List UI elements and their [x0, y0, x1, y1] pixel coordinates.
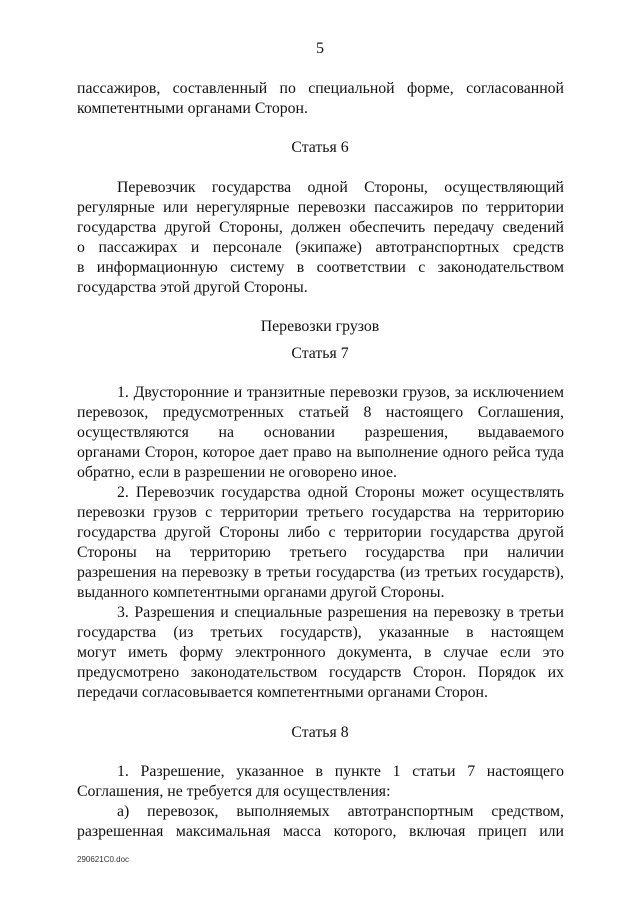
text-line: перевозок, предусмотренных статьей 8 настоящего Соглашения, [77, 404, 564, 421]
text-line: 3. Разрешения и специальные разрешения на перевозку в третьи [117, 604, 564, 621]
text-line: выданного компетентными органами другой Стороны. [77, 584, 445, 601]
article-7-heading: Статья 7 [291, 345, 349, 362]
text-line: в информационную систему в соответствии с законодательством [77, 259, 564, 276]
text-line: а) перевозок, выполняемых автотранспортным средством, [117, 803, 564, 820]
text-line: могут иметь форму электронного документа, в случае если это [77, 644, 564, 661]
text-line: 1. Разрешение, указанное в пункте 1 статьи 7 настоящего [117, 763, 564, 780]
text-line: компетентными органами Сторон. [77, 100, 308, 117]
text-line: разрешения на перевозку в третьи государства (из третьих государств), [77, 564, 564, 581]
text-line: регулярные или нерегулярные перевозки пассажиров по территории [77, 199, 564, 216]
article-8-heading: Статья 8 [291, 724, 349, 741]
article-6-heading: Статья 6 [291, 139, 349, 156]
text-line: государства (из третьих государств), указанные в настоящем [77, 624, 564, 641]
page-number: 5 [316, 40, 324, 57]
file-footer: 290621C0.doc [77, 855, 130, 864]
text-line: перевозки грузов с территории третьего государства на территорию [77, 504, 564, 521]
text-line: 1. Двусторонние и транзитные перевозки грузов, за исключением [117, 384, 564, 401]
text-line: обратно, если в разрешении не оговорено иное. [77, 464, 397, 481]
text-line: государства другой Стороны, должен обеспечить передачу сведений [77, 219, 564, 236]
text-line: о пассажирах и персонале (экипаже) автотранспортных средств [77, 239, 564, 256]
section-heading-cargo: Перевозки грузов [260, 318, 380, 335]
text-line: предусмотрено законодательством государств Сторон. Порядок их [77, 664, 564, 681]
text-line: пассажиров, составленный по специальной форме, согласованной [77, 80, 564, 97]
text-line: 2. Перевозчик государства одной Стороны может осуществлять [117, 484, 564, 501]
text-line: разрешенная максимальная масса которого, включая прицеп или [77, 823, 564, 840]
text-line: государства этой другой Стороны. [77, 279, 308, 296]
text-line: органами Сторон, которое дает право на выполнение одного рейса туда [77, 444, 564, 461]
text-line: осуществляются на основании разрешения, выдаваемого [77, 424, 564, 441]
text-line: Перевозчик государства одной Стороны, осуществляющий [117, 179, 564, 196]
text-line: Стороны на территорию третьего государства при наличии [77, 544, 564, 561]
text-line: Соглашения, не требуется для осуществления: [77, 783, 391, 800]
text-line: передачи согласовывается компетентными органами Сторон. [77, 684, 488, 701]
text-line: государства другой Стороны либо с территории государства другой [77, 524, 564, 541]
